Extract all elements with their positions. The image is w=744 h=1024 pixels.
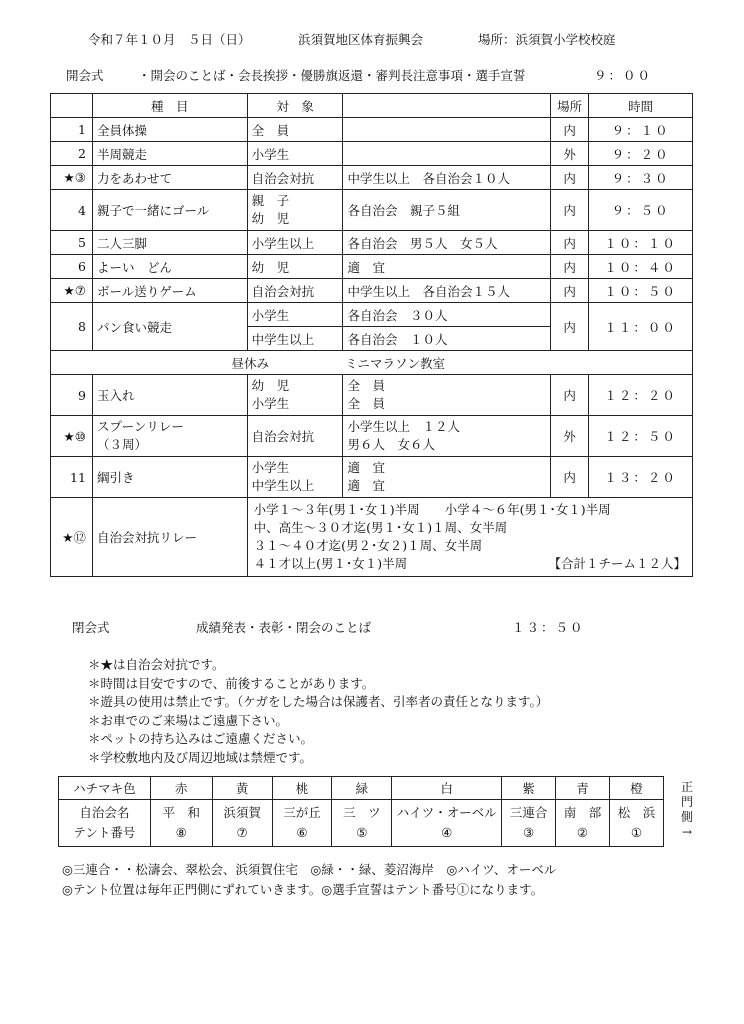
tent-number: ② xyxy=(576,825,589,840)
row-no: 11 xyxy=(51,457,93,498)
table-row xyxy=(51,118,693,142)
gate-side-label: 正門側→ xyxy=(680,780,693,839)
note-item: ＊ペットの持ち込みはご遠慮ください。 xyxy=(88,731,314,746)
organizer-title: 浜須賀地区体育振興会 xyxy=(298,32,424,47)
row-place: 内 xyxy=(551,255,589,279)
tent-number: ⑧ xyxy=(175,825,187,840)
row-detail-line: 全 員 xyxy=(347,396,385,411)
row-no: 4 xyxy=(51,190,93,231)
tent-table xyxy=(58,776,664,847)
row-event: 力をあわせて xyxy=(92,166,247,190)
association-name-label: 自治会名 xyxy=(79,805,130,820)
row-target: 小学生 xyxy=(247,303,343,327)
header-detail xyxy=(343,94,551,118)
row-detail xyxy=(343,457,551,498)
opening-time: ９：００ xyxy=(594,68,653,83)
row-time: ９：１０ xyxy=(589,118,693,142)
lunch-label: 昼休み xyxy=(231,355,269,371)
row-detail: 各自治会 １０人 xyxy=(343,327,551,351)
row-place: 内 xyxy=(551,375,589,416)
closing-label: 閉会式 xyxy=(72,620,110,635)
tent-number: ⑤ xyxy=(356,825,368,840)
lunch-cell xyxy=(51,351,693,375)
row-place: 内 xyxy=(551,457,589,498)
row-no: ★③ xyxy=(51,166,93,190)
tent-color: 赤 xyxy=(150,777,212,800)
row-detail-line: 男６人 女６人 xyxy=(347,437,435,452)
tent-number: ⑦ xyxy=(236,825,248,840)
association-name: 浜須賀 xyxy=(223,805,261,820)
row-time: １３：２０ xyxy=(589,457,693,498)
row-no: 5 xyxy=(51,231,93,255)
row-target xyxy=(247,457,343,498)
header-place: 場所 xyxy=(551,94,589,118)
row-target: 中学生以上 xyxy=(247,327,343,351)
row-target: 幼 児 xyxy=(247,255,343,279)
tent-cell xyxy=(556,800,610,847)
note-item: ＊学校敷地内及び周辺地域は禁煙です。 xyxy=(88,749,313,765)
lunch-event: ミニマラソン教室 xyxy=(344,355,445,371)
tent-color: 橙 xyxy=(609,777,663,800)
row-no: 6 xyxy=(51,255,93,279)
row-target-line: 幼 児 xyxy=(251,211,290,226)
footer-line-1: ◎三連合・・松濤会、翠松会、浜須賀住宅 ◎緑・・緑、菱沼海岸 ◎ハイツ、オーベル xyxy=(62,862,557,877)
tent-cell xyxy=(332,800,392,847)
row-time: ９：３０ xyxy=(589,166,693,190)
tent-color: 紫 xyxy=(502,777,556,800)
row-no: ★⑫ xyxy=(51,498,93,577)
row-time: ９：２０ xyxy=(589,142,693,166)
association-name: 三 ツ xyxy=(343,805,381,820)
tent-color-row xyxy=(59,777,664,800)
row-no: 1 xyxy=(51,118,93,142)
notes-list xyxy=(88,655,548,766)
tent-color: 黄 xyxy=(212,777,272,800)
row-target: 自治会対抗 xyxy=(247,416,343,457)
program-table xyxy=(50,93,693,577)
row-time: １０：５０ xyxy=(589,279,693,303)
tent-cell xyxy=(502,800,556,847)
row-detail: 適 宜 xyxy=(343,255,551,279)
row-time: １１：００ xyxy=(589,303,693,351)
row-place: 内 xyxy=(551,118,589,142)
row-detail xyxy=(343,118,551,142)
closing-time: １３：５０ xyxy=(512,620,585,635)
row-place: 外 xyxy=(551,416,589,457)
row-place: 内 xyxy=(551,303,589,351)
table-row xyxy=(51,142,693,166)
row-detail-line: 小学生以上 １２人 xyxy=(347,419,460,434)
row-event: 綱引き xyxy=(92,457,247,498)
row-target-line: 中学生以上 xyxy=(251,478,315,493)
row-event: よーい どん xyxy=(92,255,247,279)
note-item: ＊★は自治会対抗です。 xyxy=(88,657,225,672)
footer-line-2: ◎テント位置は毎年正門側にずれていきます。◎選手宣誓はテント番号①になります。 xyxy=(62,882,544,897)
header-no xyxy=(51,94,93,118)
tent-color: 緑 xyxy=(332,777,392,800)
row-detail: 各自治会 ３０人 xyxy=(343,303,551,327)
row-target xyxy=(247,375,343,416)
table-row xyxy=(51,279,693,303)
table-row xyxy=(51,375,693,416)
row-time: １２：５０ xyxy=(589,416,693,457)
row-detail: 各自治会 男５人 女５人 xyxy=(343,231,551,255)
tent-color: 白 xyxy=(392,777,502,800)
row-target-line: 親 子 xyxy=(251,193,290,208)
tent-number-label: テント番号 xyxy=(73,825,136,840)
table-row xyxy=(51,303,693,327)
row-target-line: 小学生 xyxy=(251,396,290,411)
row-event: 二人三脚 xyxy=(92,231,247,255)
table-row xyxy=(51,498,693,577)
tent-number: ③ xyxy=(522,825,535,840)
table-header-row xyxy=(51,94,693,118)
row-detail: 各自治会 親子５組 xyxy=(343,190,551,231)
association-name: 松 浜 xyxy=(617,805,656,820)
tent-cell xyxy=(212,800,272,847)
headband-color-label: ハチマキ色 xyxy=(59,777,151,800)
row-no: 2 xyxy=(51,142,93,166)
row-event xyxy=(92,416,247,457)
table-row xyxy=(51,166,693,190)
relay-line: 小学１～３年(男１･女１)半周 小学４～６年(男１･女１)半周 xyxy=(253,502,611,517)
tent-color: 青 xyxy=(556,777,610,800)
header-target: 対 象 xyxy=(247,94,343,118)
row-place: 内 xyxy=(551,166,589,190)
row-target: 小学生 xyxy=(247,142,343,166)
row-detail: 中学生以上 各自治会１５人 xyxy=(343,279,551,303)
tent-number: ① xyxy=(630,825,643,840)
row-detail xyxy=(343,142,551,166)
association-name: 南 部 xyxy=(563,805,602,820)
row-event: 半周競走 xyxy=(92,142,247,166)
header-time: 時間 xyxy=(589,94,693,118)
row-event: 玉入れ xyxy=(92,375,247,416)
tent-color: 桃 xyxy=(272,777,332,800)
closing-items: 成績発表・表彰・閉会のことば xyxy=(196,620,372,635)
table-row xyxy=(51,190,693,231)
relay-line: ３１～４０才迄(男２･女２)１周、女半周 xyxy=(253,538,483,553)
row-time: ９：５０ xyxy=(589,190,693,231)
row-event: 自治会対抗リレー xyxy=(92,498,247,577)
relay-details xyxy=(247,498,692,577)
row-detail: 中学生以上 各自治会１０人 xyxy=(343,166,551,190)
row-place: 内 xyxy=(551,279,589,303)
relay-line: 中、高生～３０才迄(男１･女１)１周、女半周 xyxy=(253,520,508,535)
row-detail-line: 適 宜 xyxy=(347,460,385,475)
row-target: 自治会対抗 xyxy=(247,279,343,303)
row-detail-line: 全 員 xyxy=(347,378,385,393)
row-time: １０：１０ xyxy=(589,231,693,255)
association-name: 三が丘 xyxy=(283,805,321,820)
tent-cell xyxy=(609,800,663,847)
tent-number: ⑥ xyxy=(296,825,308,840)
row-event: ボール送りゲーム xyxy=(92,279,247,303)
note-item: ＊時間は目安ですので、前後することがあります。 xyxy=(88,675,375,691)
table-row xyxy=(51,416,693,457)
table-row xyxy=(51,255,693,279)
row-no: ★⑩ xyxy=(51,416,93,457)
row-no: 9 xyxy=(51,375,93,416)
row-event: 全員体操 xyxy=(92,118,247,142)
row-detail-line: 適 宜 xyxy=(347,478,385,493)
header-event: 種 目 xyxy=(92,94,247,118)
row-time: １０：４０ xyxy=(589,255,693,279)
row-event: パン食い競走 xyxy=(92,303,247,351)
row-target: 自治会対抗 xyxy=(247,166,343,190)
row-target xyxy=(247,190,343,231)
venue: 場所：浜須賀小学校校庭 xyxy=(478,32,616,47)
row-detail xyxy=(343,375,551,416)
event-date: 令和７年１０月 ５日（日） xyxy=(88,32,251,47)
row-target-line: 小学生 xyxy=(251,460,290,475)
row-time: １２：２０ xyxy=(589,375,693,416)
row-event-line: スプーンリレー xyxy=(96,419,184,434)
tent-row-label xyxy=(59,800,151,847)
association-name: ハイツ・オーベル xyxy=(396,805,497,820)
note-item: ＊お車でのご来場はご遠慮下さい。 xyxy=(88,712,289,728)
row-event-line: （３周） xyxy=(96,437,147,452)
tent-cell xyxy=(272,800,332,847)
tent-cell xyxy=(392,800,502,847)
tent-cell xyxy=(150,800,212,847)
association-name: 平 和 xyxy=(162,805,200,820)
row-no: ★⑦ xyxy=(51,279,93,303)
opening-label: 開会式 xyxy=(66,68,104,83)
relay-line: ４１才以上(男１･女１)半周 xyxy=(253,556,408,571)
row-target: 全 員 xyxy=(247,118,343,142)
lunch-row xyxy=(51,351,693,375)
row-target: 小学生以上 xyxy=(247,231,343,255)
tent-name-row xyxy=(59,800,664,847)
row-no: 8 xyxy=(51,303,93,351)
row-place: 内 xyxy=(551,190,589,231)
tent-number: ④ xyxy=(441,825,453,840)
note-item: ＊遊具の使用は禁止です。（ケガをした場合は保護者、引率者の責任となります。） xyxy=(88,694,549,709)
relay-last-line xyxy=(254,555,686,573)
row-event: 親子で一緒にゴール xyxy=(92,190,247,231)
row-place: 外 xyxy=(551,142,589,166)
opening-items: ・開会のことば・会長挨拶・優勝旗返還・審判長注意事項・選手宣誓 xyxy=(138,68,526,83)
relay-total: 【合計１チーム１２人】 xyxy=(548,556,686,571)
row-detail xyxy=(343,416,551,457)
table-row xyxy=(51,231,693,255)
association-name: 三連合 xyxy=(509,805,548,820)
row-place: 内 xyxy=(551,231,589,255)
row-target-line: 幼 児 xyxy=(251,378,290,393)
table-row xyxy=(51,457,693,498)
